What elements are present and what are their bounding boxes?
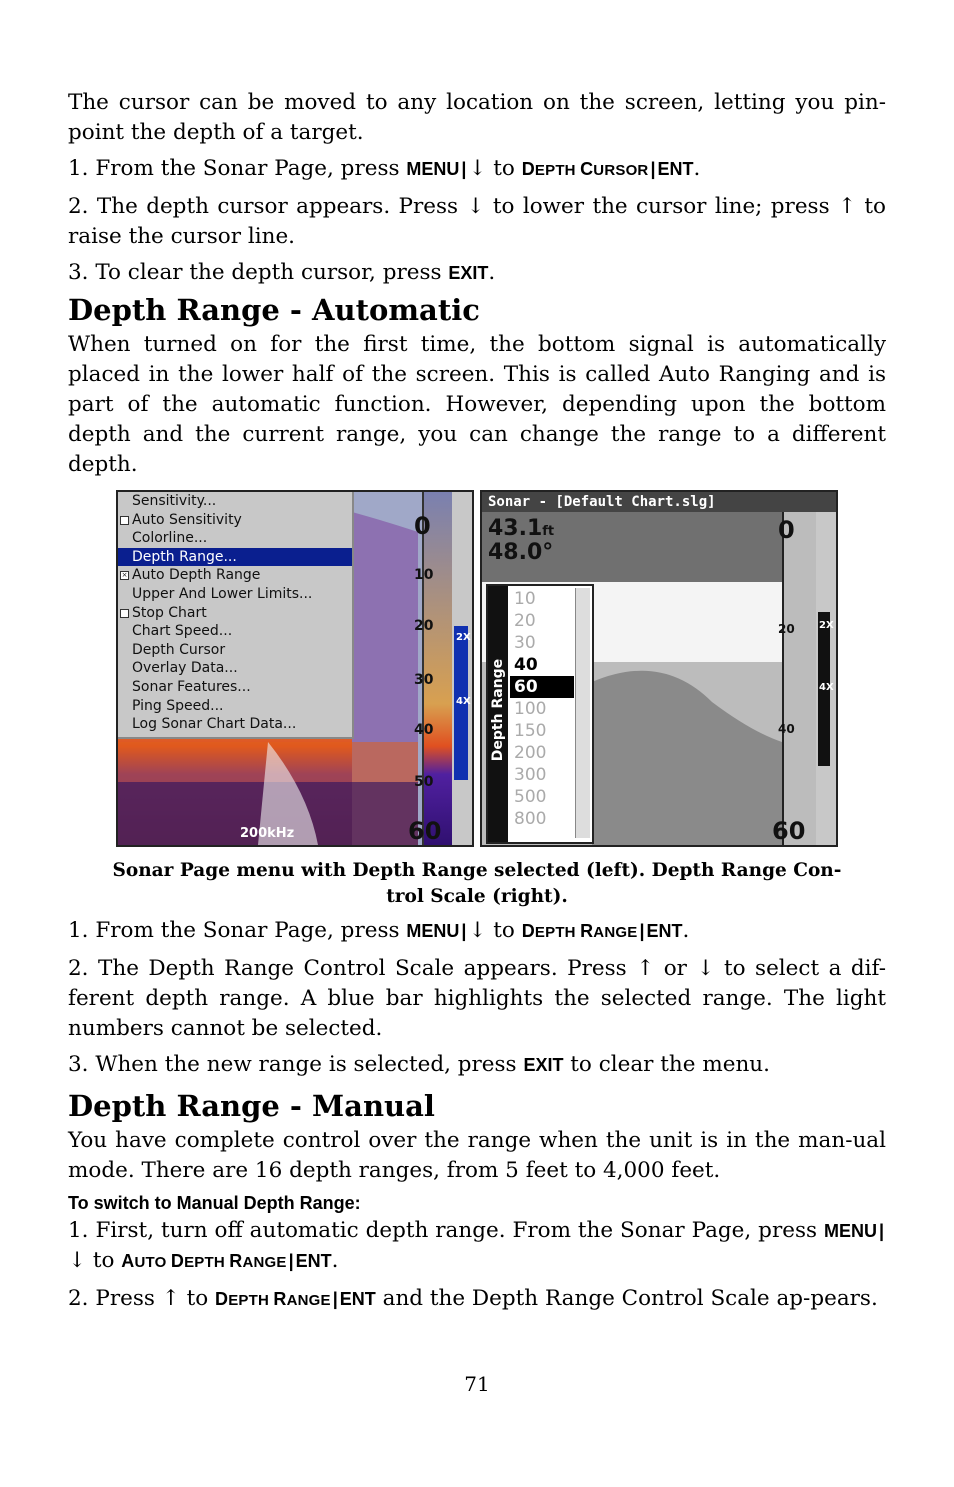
scale-10: 10 <box>414 567 434 583</box>
sonar-menu <box>118 492 354 739</box>
depth-range-option[interactable]: 10 <box>514 589 536 609</box>
depth-range-scale-screen <box>480 490 838 847</box>
page-number: 71 <box>464 1372 490 1396</box>
heading-depth-range-automatic: Depth Range - Automatic <box>68 293 480 327</box>
checkbox-icon[interactable] <box>120 516 129 525</box>
zoom-2x: 2X <box>456 632 471 643</box>
menu-item[interactable]: Auto Sensitivity <box>118 511 352 530</box>
scale-60: 60 <box>408 817 442 845</box>
depth-range-command: DEPTH RANGE <box>521 921 638 941</box>
depth-range-list[interactable] <box>510 588 574 830</box>
manual-step-2: 2. Press ↑ to DEPTH RANGE | ENT and the Depth Range Control Scale ap-pears. <box>68 1286 878 1311</box>
automatic-paragraph: When turned on for the first time, the bottom signal is automatically placed in the lower half of the screen. This is called Auto Ranging and is part of the automatic function. However, depending upon the bottom depth and the current range, you can change the range to a different depth. <box>68 332 886 477</box>
scale-0: 0 <box>778 516 795 544</box>
depth-range-option[interactable]: 300 <box>514 765 547 785</box>
menu-item[interactable]: Log Sonar Chart Data... <box>132 716 297 733</box>
checkbox-icon[interactable] <box>120 609 129 618</box>
menu-item[interactable]: Sensitivity... <box>132 493 217 509</box>
checkbox-icon[interactable]: × <box>121 571 128 580</box>
zoom-4x: 4X <box>456 696 471 707</box>
scale-60: 60 <box>772 817 806 845</box>
menu-item[interactable]: Upper And Lower Limits... <box>132 585 313 602</box>
page-content <box>68 88 886 1316</box>
menu-item[interactable]: × Auto Depth Range <box>121 567 261 584</box>
menu-item[interactable]: Stop Chart <box>118 604 352 623</box>
down-arrow-icon: ↓ <box>68 1248 87 1273</box>
depth-range-option[interactable]: 20 <box>514 611 536 631</box>
intro-step-2: 2. The depth cursor appears. Press ↓ to lower the cursor line; press ↑ to raise the cursor line. <box>68 194 886 249</box>
heading-depth-range-manual: Depth Range - Manual <box>68 1089 435 1123</box>
menu-key: MENU <box>406 159 460 179</box>
depth-range-option[interactable]: 800 <box>514 809 547 829</box>
depth-range-option[interactable]: 100 <box>514 699 547 719</box>
ent-key: ENT <box>295 1251 332 1271</box>
exit-key: EXIT <box>448 263 489 283</box>
zoom-4x: 4X <box>819 682 834 693</box>
menu-item[interactable]: Overlay Data... <box>132 660 238 677</box>
depth-range-option[interactable]: 200 <box>514 743 547 763</box>
automatic-step-3: 3. When the new range is selected, press EXIT to clear the menu. <box>68 1052 770 1077</box>
menu-key: MENU <box>406 921 460 941</box>
scale-50: 50 <box>414 774 434 790</box>
ent-key: ENT <box>657 159 694 179</box>
scale-0: 0 <box>414 512 431 540</box>
menu-item[interactable]: Colorline... <box>132 530 208 547</box>
manual-paragraph: You have complete control over the range when the unit is in the man-ual mode. There are 16 depth ranges, from 5 feet to 4,000 feet. <box>68 1128 886 1183</box>
menu-item[interactable]: Chart Speed... <box>132 623 233 640</box>
depth-range-command: DEPTH RANGE <box>215 1289 331 1309</box>
menu-item[interactable]: Sonar Features... <box>132 678 251 695</box>
scale-40: 40 <box>414 722 434 738</box>
menu-item[interactable]: Depth Range... <box>118 548 352 567</box>
ent-key: ENT <box>646 921 683 941</box>
intro-paragraph: The cursor can be moved to any location on the screen, letting you pin-point the depth of a target. <box>68 90 886 145</box>
automatic-step-2: 2. The Depth Range Control Scale appears. Press ↑ or ↓ to select a dif-ferent depth range. A blue bar highlights the selected range. The light numbers cannot be selected. <box>68 956 886 1041</box>
scale-30: 30 <box>414 672 434 688</box>
automatic-step-1: 1. From the Sonar Page, press MENU |↓ to DEPTH RANGE | ENT. <box>68 918 690 943</box>
depth-range-option[interactable]: 30 <box>514 633 536 653</box>
depth-readout: 43.1ft <box>488 516 555 541</box>
depth-range-label: Depth Range <box>490 658 506 762</box>
intro-step-3: 3. To clear the depth cursor, press EXIT. <box>68 260 496 285</box>
screen-title-bar: Sonar - [Default Chart.slg] <box>482 492 836 512</box>
depth-range-option[interactable]: 60 <box>510 676 574 698</box>
depth-cursor-command: DEPTH CURSOR <box>521 159 649 179</box>
depth-range-control-scale[interactable] <box>486 584 594 844</box>
depth-range-option[interactable]: 150 <box>514 721 547 741</box>
scale-20: 20 <box>414 618 434 634</box>
scale-20: 20 <box>778 622 795 636</box>
temperature-readout: 48.0° <box>488 540 554 565</box>
depth-range-option[interactable]: 40 <box>514 655 538 675</box>
down-arrow-icon: ↓ <box>468 156 487 181</box>
figure-caption: Sonar Page menu with Depth Range selected (left). Depth Range Con- trol Scale (right). <box>112 860 842 907</box>
sonar-figure <box>68 490 888 848</box>
manual-subheading: To switch to Manual Depth Range: <box>68 1193 361 1213</box>
sonar-menu-screen <box>116 490 474 847</box>
menu-item[interactable]: Ping Speed... <box>132 697 224 714</box>
ent-key: ENT <box>339 1289 376 1309</box>
menu-item[interactable]: Depth Cursor <box>132 641 226 658</box>
exit-key: EXIT <box>523 1055 564 1075</box>
frequency-label: 200kHz <box>240 826 295 841</box>
intro-step-1: 1. From the Sonar Page, press MENU |↓ to DEPTH CURSOR | ENT. <box>68 156 701 181</box>
down-arrow-icon: ↓ <box>468 918 487 943</box>
manual-step-1: 1. First, turn off automatic depth range. From the Sonar Page, press MENU |↓ to AUTO DEPTH RANGE | ENT. <box>68 1218 884 1273</box>
zoom-2x: 2X <box>819 620 834 631</box>
auto-depth-range-command: AUTO DEPTH RANGE <box>121 1251 287 1271</box>
scale-40: 40 <box>778 722 795 736</box>
menu-key: MENU <box>823 1221 877 1241</box>
depth-range-option[interactable]: 500 <box>514 787 547 807</box>
range-scrollbar[interactable] <box>575 588 590 838</box>
